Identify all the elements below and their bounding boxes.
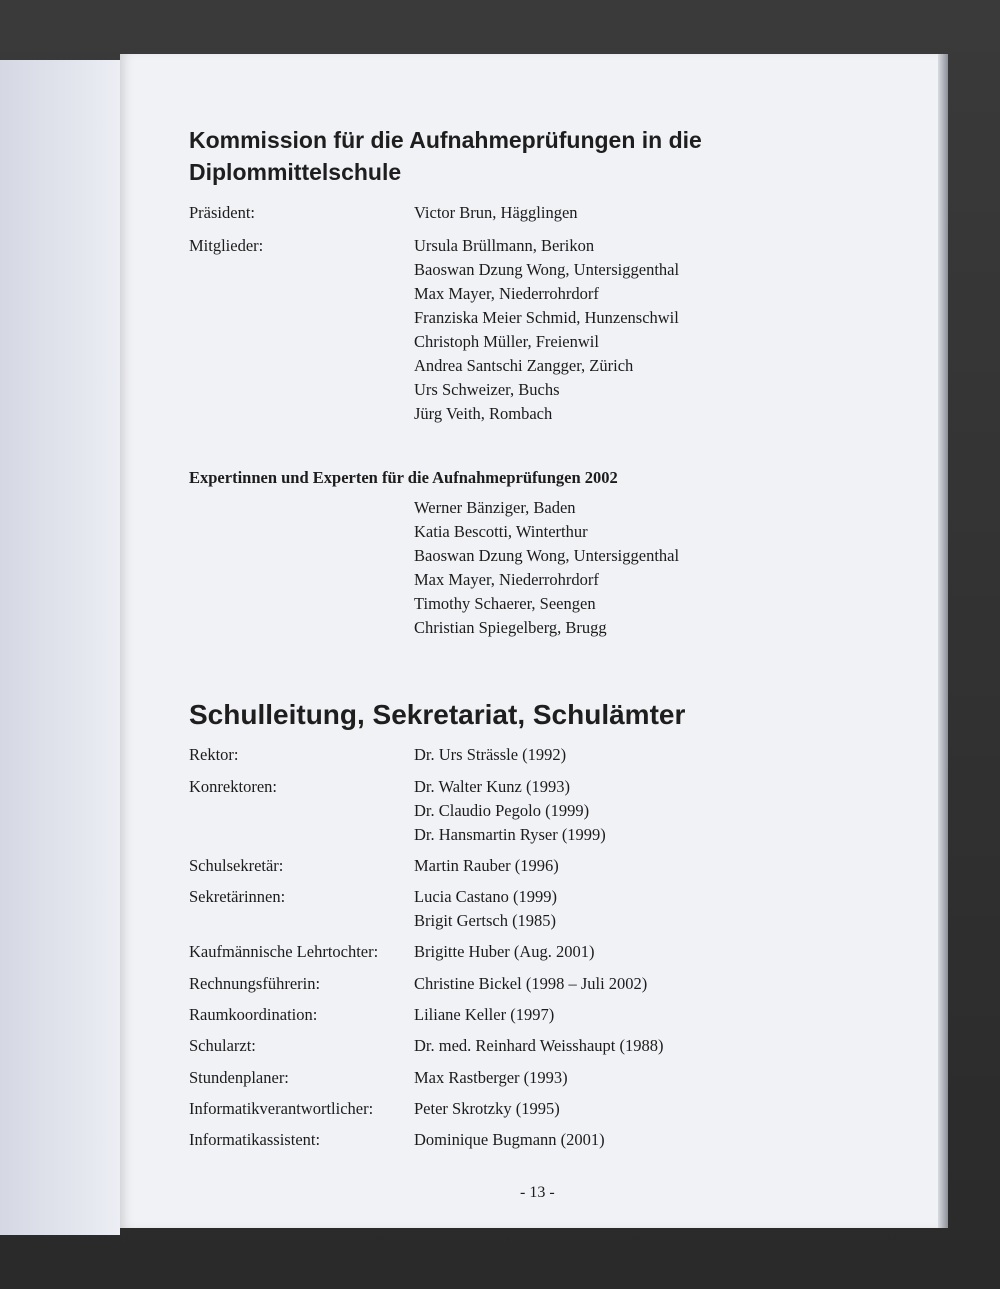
informatikassistent-value: Dominique Bugmann (2001)	[414, 1130, 605, 1149]
member-item: Ursula Brüllmann, Berikon	[414, 236, 595, 255]
informatikverantwortlicher-value: Peter Skrotzky (1995)	[414, 1099, 560, 1118]
experts-heading: Expertinnen und Experten für die Aufnahmeprüfungen 2002	[189, 468, 618, 487]
facing-page-fragment	[0, 60, 120, 1235]
sekretaerinnen-label: Sekretärinnen:	[189, 887, 286, 906]
leadership-heading: Schulleitung, Sekretariat, Schulämter	[189, 699, 686, 730]
informatikassistent-label: Informatikassistent:	[189, 1130, 321, 1149]
konrektor-value: Dr. Claudio Pegolo (1999)	[414, 801, 590, 820]
member-item: Franziska Meier Schmid, Hunzenschwil	[414, 308, 679, 327]
schulsekretaer-value: Martin Rauber (1996)	[414, 856, 559, 875]
stundenplaner-value: Max Rastberger (1993)	[414, 1068, 568, 1087]
commission-heading: Kommission für die Aufnahmeprüfungen in die Diplommittelschule	[189, 127, 702, 185]
lehrtochter-label: Kaufmännische Lehrtochter:	[189, 942, 379, 961]
expert-item: Christian Spiegelberg, Brugg	[414, 618, 607, 637]
sekretaerin-value: Brigit Gertsch (1985)	[414, 911, 557, 930]
informatikverantwortlicher-label: Informatikverantwortlicher:	[189, 1099, 374, 1118]
rektor-label: Rektor:	[189, 745, 239, 764]
member-item: Max Mayer, Niederrohrdorf	[414, 284, 599, 303]
expert-item: Werner Bänziger, Baden	[414, 498, 576, 517]
schularzt-value: Dr. med. Reinhard Weisshaupt (1988)	[414, 1036, 664, 1055]
members-label: Mitglieder:	[189, 236, 264, 255]
raumkoordination-value: Liliane Keller (1997)	[414, 1005, 555, 1024]
schularzt-label: Schularzt:	[189, 1036, 256, 1055]
member-item: Christoph Müller, Freienwil	[414, 332, 599, 351]
page-edge-shadow	[938, 54, 948, 1228]
page-number: - 13 -	[520, 1184, 555, 1201]
president-label: Präsident:	[189, 203, 255, 222]
rechnungsfuehrerin-value: Christine Bickel (1998 – Juli 2002)	[414, 974, 648, 993]
raumkoordination-label: Raumkoordination:	[189, 1005, 318, 1024]
lehrtochter-value: Brigitte Huber (Aug. 2001)	[414, 942, 595, 961]
expert-item: Baoswan Dzung Wong, Untersiggenthal	[414, 546, 680, 565]
president-name: Victor Brun, Hägglingen	[414, 203, 578, 222]
member-item: Andrea Santschi Zangger, Zürich	[414, 356, 634, 375]
stundenplaner-label: Stundenplaner:	[189, 1068, 289, 1087]
expert-item: Katia Bescotti, Winterthur	[414, 522, 588, 541]
sekretaerin-value: Lucia Castano (1999)	[414, 887, 557, 906]
konrektoren-label: Konrektoren:	[189, 777, 277, 796]
expert-item: Timothy Schaerer, Seengen	[414, 594, 596, 613]
schulsekretaer-label: Schulsekretär:	[189, 856, 284, 875]
konrektor-value: Dr. Walter Kunz (1993)	[414, 777, 570, 796]
expert-item: Max Mayer, Niederrohrdorf	[414, 570, 599, 589]
member-item: Jürg Veith, Rombach	[414, 404, 553, 423]
konrektor-value: Dr. Hansmartin Ryser (1999)	[414, 825, 606, 844]
rechnungsfuehrerin-label: Rechnungsführerin:	[189, 974, 321, 993]
rektor-value: Dr. Urs Strässle (1992)	[414, 745, 567, 764]
member-item: Urs Schweizer, Buchs	[414, 380, 560, 399]
member-item: Baoswan Dzung Wong, Untersiggenthal	[414, 260, 680, 279]
